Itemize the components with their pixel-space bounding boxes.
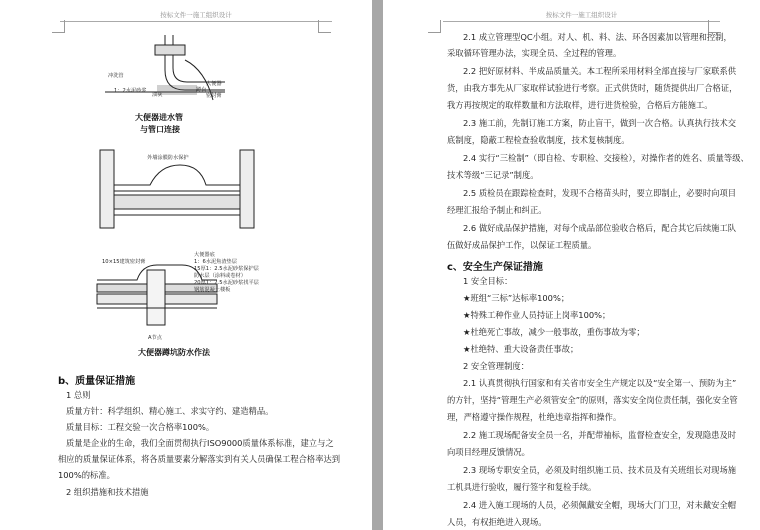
- paragraph: 工机具进行验收，履行签字和复检手续。: [447, 482, 597, 492]
- paragraph: 1 总则: [66, 390, 91, 400]
- list-item: ★班组“三标”达标率100%；: [463, 293, 570, 303]
- paragraph: 2.4 进入施工现场的人员，必须佩戴安全帽，现场大门门卫，对未戴安全帽: [463, 500, 737, 510]
- paragraph: 的方针，坚持“管理生产必须管安全”的原则，落实安全岗位责任制，强化安全管: [447, 395, 738, 405]
- figure-label: 钢筋混凝土楼板: [194, 287, 231, 293]
- figure-label: 蹲台: [196, 87, 207, 93]
- paragraph: 理，严格遵守操作规程，杜绝违章指挥和操作。: [447, 412, 622, 422]
- figure-label: 油灰: [152, 92, 163, 98]
- paragraph: 经理汇报给予制止和纠正。: [447, 205, 547, 215]
- paragraph: 质量目标：工程交验一次合格率100%。: [66, 422, 215, 432]
- figure-caption: 大便器进水管: [135, 112, 183, 122]
- figure-label: 大便器: [206, 81, 222, 87]
- paragraph: 相应的质量保证体系，将各质量要素分解落实到有关人员确保工程合格率达到: [58, 454, 341, 464]
- figure-label: 10×15建筑密封膏: [102, 259, 146, 265]
- paragraph: 2.3 施工前，先制订施工方案，防止盲干，做到一次合格。认真执行技术交: [463, 118, 737, 128]
- section-heading: c、安全生产保证措施: [447, 262, 543, 273]
- paragraph: 向项目经理反馈情况。: [447, 447, 530, 457]
- paragraph: 底制度，隐蔽工程检查验收制度，技术复核制度。: [447, 135, 630, 145]
- page-header: 按标文件一施工组织设计: [60, 10, 332, 22]
- paragraph: 2.4 实行“三检制”（即自检、专职检、交接检），对操作者的姓名、质量等级、: [463, 153, 749, 163]
- document-page-left: [0, 0, 372, 530]
- list-item: ★杜绝特、重大设备责任事故；: [463, 344, 579, 354]
- toilet-inlet-figure: [95, 30, 245, 110]
- paragraph: 质量是企业的生命，我们全面贯彻执行ISO9000质量体系标准，建立与之: [66, 438, 334, 448]
- paragraph: 伍做好成品保护工作，以保证工程质量。: [447, 240, 597, 250]
- figure-label: 外墙涂膜防水保护: [147, 155, 189, 161]
- figure-caption: 大便器蹲坑防水作法: [138, 347, 210, 357]
- crop-mark: [318, 20, 331, 33]
- paragraph: 人员，有权拒绝进入现场。: [447, 517, 547, 527]
- paragraph: 2.3 现场专职安全员，必须及时组织施工员、技术员及有关班组长对现场施: [463, 465, 737, 475]
- document-page-right: [383, 0, 760, 530]
- figure-label: 1：6水泥焦渣垫层: [194, 259, 237, 265]
- figure-label: 防水层（涂料或卷材）: [194, 273, 246, 279]
- paragraph: 2.5 质检员在跟踪检查时，发现不合格苗头时，要立即制止，必要时向项目: [463, 188, 737, 198]
- crop-mark: [428, 20, 441, 33]
- paragraph: 货，由我方事先从厂家取样试验进行考察。正式供货时，随货提供出厂合格证，: [447, 83, 738, 93]
- paragraph: 2.2 把好原材料、半成品质量关。本工程所采用材料全部直接与厂家联系供: [463, 66, 737, 76]
- paragraph: 2.1 认真贯彻执行国家和有关省市安全生产规定以及“安全第一、预防为主”: [463, 378, 737, 388]
- paragraph: 采取循环管理办法，实现全员、全过程的管理。: [447, 48, 622, 58]
- figure-label: 大便器底: [194, 252, 215, 258]
- paragraph: 2 组织措施和技术措施: [66, 487, 149, 497]
- figure-label: 15厚1：2.5水泥砂浆保护层: [194, 266, 259, 272]
- paragraph: 100%的标准。: [58, 470, 115, 480]
- paragraph: 2.1 成立管理型QC小组。对人、机、料、法、环各因素加以管理和控制，: [463, 32, 732, 42]
- figure-label: 冲洗管: [108, 73, 124, 79]
- crop-mark: [52, 20, 65, 33]
- list-item: ★杜绝死亡事故，减少一般事故，重伤事故为零；: [463, 327, 645, 337]
- figure-label: 20厚1：2.5水泥砂浆找平层: [194, 280, 259, 286]
- paragraph: 质量方针：科学组织、精心施工、求实守约、建造精品。: [66, 406, 274, 416]
- figure-label: 1：2水泥砂浆: [114, 88, 147, 94]
- figure-caption: 与管口连接: [140, 124, 180, 134]
- paragraph: 我方再按规定的取样数量和方法取样，进行进货检验，合格后方能施工。: [447, 100, 713, 110]
- paragraph: 2.2 施工现场配备安全员一名，并配带袖标，监督检查安全，发现隐患及时: [463, 430, 737, 440]
- paragraph: 2 安全管理制度：: [463, 361, 529, 371]
- list-item: ★特殊工种作业人员持证上岗率100%；: [463, 310, 611, 320]
- paragraph: 2.6 做好成品保护措施，对每个成品部位验收合格后，配合其它后续施工队: [463, 223, 737, 233]
- section-heading: b、质量保证措施: [58, 376, 136, 387]
- paragraph: 1 安全目标：: [463, 276, 513, 286]
- paragraph: 技术等级“三记录”制度。: [447, 170, 539, 180]
- figure-label: A节点: [148, 335, 162, 341]
- figure-label: 密封膏: [206, 93, 222, 99]
- page-header: 按标文件一施工组织设计: [443, 10, 720, 22]
